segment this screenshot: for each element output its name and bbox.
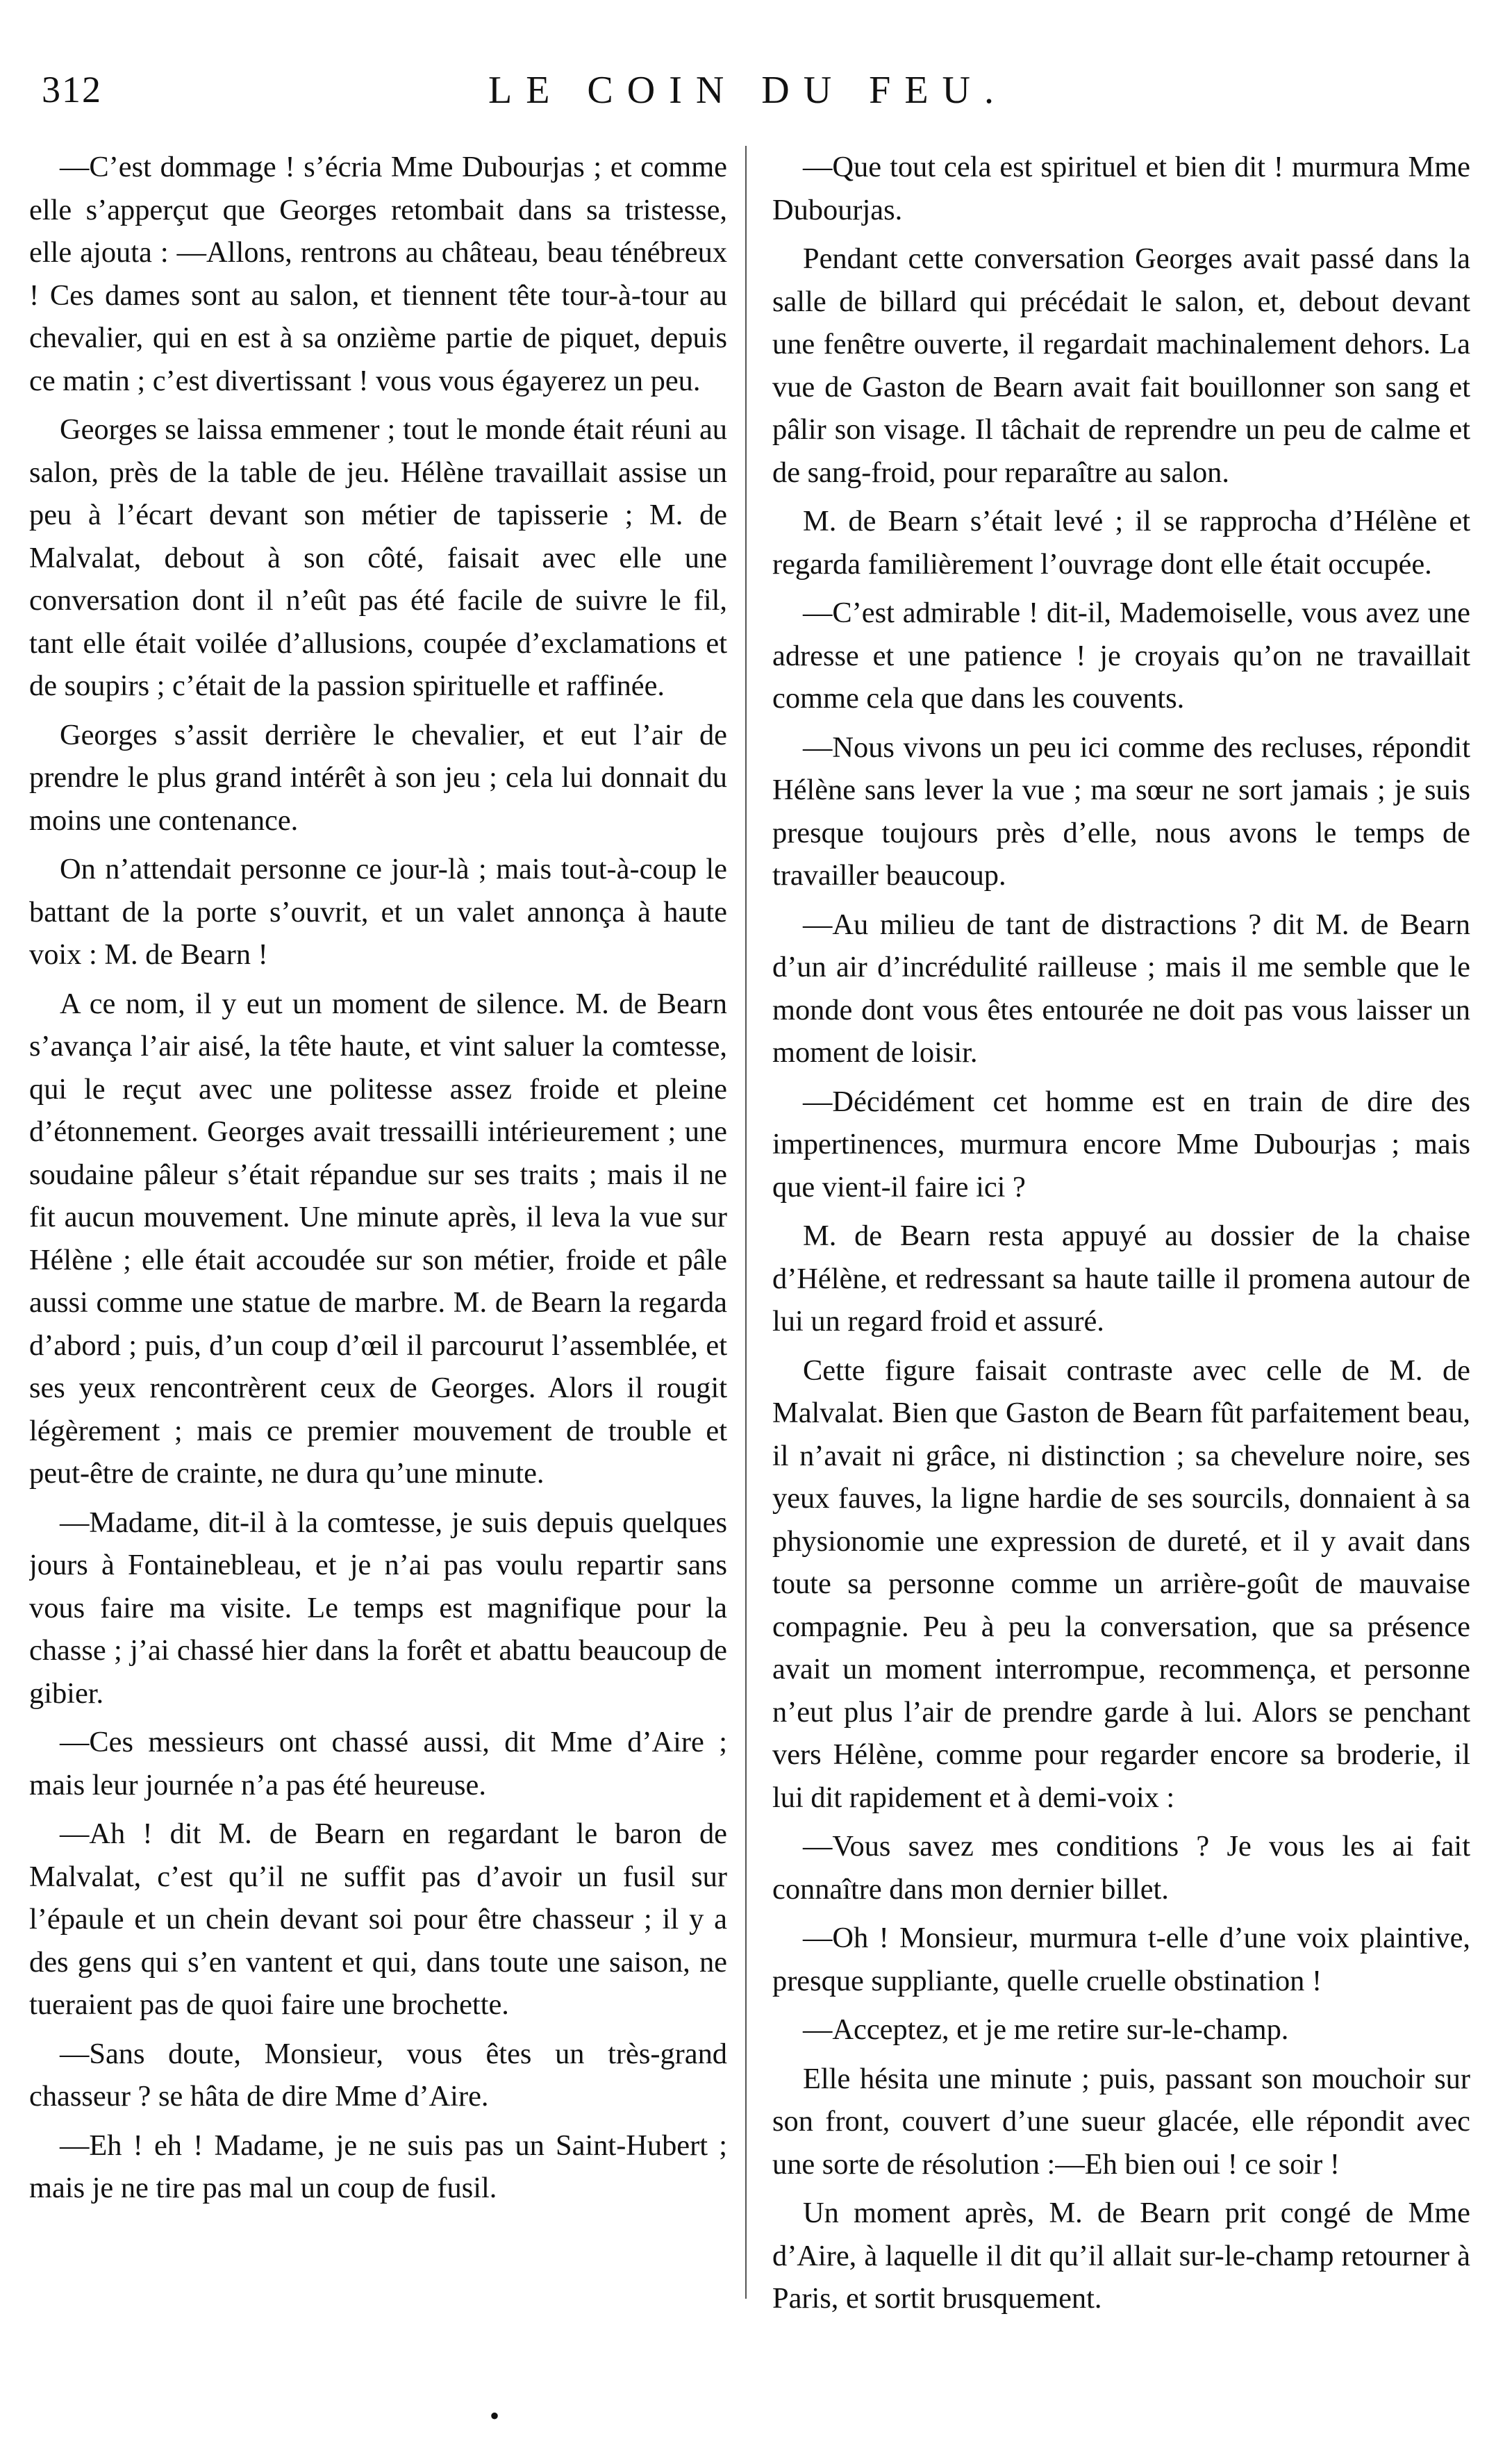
paragraph: —Au milieu de tant de distractions ? dit M. de Bearn d’un air d’incrédulité railleuse ; mais il me semble que le monde dont vous êtes entourée ne doit pas vous laisser un moment de loisir.	[772, 908, 1470, 1069]
column-divider	[745, 146, 747, 2299]
paragraph: Elle hésita une minute ; puis, passant son mouchoir sur son front, couvert d’une sueur glacée, elle répondit avec une sorte de résolution :—Eh bien oui ! ce soir !	[772, 2062, 1470, 2181]
paragraph: —Acceptez, et je me retire sur-le-champ.	[803, 2013, 1289, 2046]
paragraph: —C’est admirable ! dit-il, Mademoiselle, vous avez une adresse et une patience ! je croyais qu’on ne travaillait comme cela que dans les couvents.	[772, 597, 1470, 715]
footer-mark: •	[490, 2400, 500, 2431]
page-number: 312	[42, 69, 102, 110]
paragraph: —Madame, dit-il à la comtesse, je suis depuis quelques jours à Fontainebleau, et je n’ai pas voulu repartir sans vous faire ma visite. Le temps est magnifique pour la chasse ; j’ai chassé hier dans la forêt et abattu beaucoup de gibier.	[29, 1506, 727, 1710]
paragraph: Georges s’assit derrière le chevalier, et eut l’air de prendre le plus grand intérêt à son jeu ; cela lui donnait du moins une contenance.	[29, 718, 727, 837]
paragraph: Cette figure faisait contraste avec celle de M. de Malvalat. Bien que Gaston de Bearn fût parfaitement beau, il n’avait ni grâce, ni distinction ; sa chevelure noire, ses yeux fauves, la ligne hardie de ses sourcils, donnaient à sa physionomie une expression de dureté, et il y avait dans toute sa personne comme un arrière-goût de mauvaise compagnie. Peu à peu la conversation, que sa présence avait un moment interrompue, recommença, et personne n’eut plus l’air de prendre garde à lui. Alors se penchant vers Hélène, comme pour regarder encore sa broderie, il lui dit rapidement et à demi-voix :	[772, 1354, 1470, 1814]
paragraph: —Ah ! dit M. de Bearn en regardant le baron de Malvalat, c’est qu’il ne suffit pas d’avoir un fusil sur l’épaule et un chein devant soi pour être chasseur ; il y a des gens qui s’en vantent et qui, dans toute une saison, ne tueraient pas de quoi faire une brochette.	[29, 1817, 727, 2021]
paragraph: —Oh ! Monsieur, murmura t-elle d’une voix plaintive, presque suppliante, quelle cruelle obstination !	[772, 1922, 1470, 1997]
paragraph: M. de Bearn resta appuyé au dossier de la chaise d’Hélène, et redressant sa haute taille il promena autour de lui un regard froid et assuré.	[772, 1219, 1470, 1338]
paragraph: —C’est dommage ! s’écria Mme Dubourjas ; et comme elle s’apperçut que Georges retombait dans sa tristesse, elle ajouta : —Allons, rentrons au château, beau ténébreux ! Ces dames sont au salon, et tiennent tête tour-à-tour au chevalier, qui en est à sa onzième partie de piquet, depuis ce matin ; c’est divertissant ! vous vous égayerez un peu.	[29, 151, 727, 397]
paragraph: —Nous vivons un peu ici comme des recluses, répondit Hélène sans lever la vue ; ma sœur ne sort jamais ; je suis presque toujours près d’elle, nous avons le temps de travailler beaucoup.	[772, 731, 1470, 892]
paragraph: Georges se laissa emmener ; tout le monde était réuni au salon, près de la table de jeu. Hélène travaillait assise un peu à l’écart devant son métier de tapisserie ; M. de Malvalat, debout à son côté, faisait avec elle une conversation dont il n’eût pas été facile de suivre le fil, tant elle était voilée d’allusions, coupée d’exclamations et de soupirs ; c’était de la passion spirituelle et raffinée.	[29, 413, 727, 702]
paragraph: Pendant cette conversation Georges avait passé dans la salle de billard qui précédait le salon, et, debout devant une fenêtre ouverte, il regardait machinalement dehors. La vue de Gaston de Bearn avait fait bouillonner son sang et pâlir son visage. Il tâchait de reprendre un peu de calme et de sang-froid, pour reparaître au salon.	[772, 242, 1470, 489]
paragraph: —Que tout cela est spirituel et bien dit ! murmura Mme Dubourjas.	[772, 151, 1470, 226]
paragraph: —Sans doute, Monsieur, vous êtes un très-grand chasseur ? se hâta de dire Mme d’Aire.	[29, 2037, 727, 2113]
paragraph: Un moment après, M. de Bearn prit congé de Mme d’Aire, à laquelle il dit qu’il allait sur-le-champ retourner à Paris, et sortit brusquement.	[772, 2197, 1470, 2315]
paragraph: A ce nom, il y eut un moment de silence. M. de Bearn s’avança l’air aisé, la tête haute, et vint saluer la comtesse, qui le reçut avec une politesse assez froide et pleine d’étonnement. Georges avait tressailli intérieurement ; une soudaine pâleur s’était répandue sur ses traits ; mais il ne fit aucun mouvement. Une minute après, il leva la vue sur Hélène ; elle était accoudée sur son métier, froide et pâle aussi comme une statue de marbre. M. de Bearn la regarda d’abord ; puis, d’un coup d’œil il parcourut l’assemblée, et ses yeux rencontrèrent ceux de Georges. Alors il rougit légèrement ; mais ce premier mouvement de trouble et peut-être de crainte, ne dura qu’une minute.	[29, 987, 727, 1490]
paragraph: —Vous savez mes conditions ? Je vous les ai fait connaître dans mon dernier billet.	[772, 1830, 1470, 1906]
paragraph: —Eh ! eh ! Madame, je ne suis pas un Saint-Hubert ; mais je ne tire pas mal un coup de fusil.	[29, 2129, 727, 2204]
paragraph: —Décidément cet homme est en train de dire des impertinences, murmura encore Mme Dubourjas ; mais que vient-il faire ici ?	[772, 1085, 1470, 1204]
running-title: LE COIN DU FEU.	[488, 69, 1008, 112]
paragraph: M. de Bearn s’était levé ; il se rapprocha d’Hélène et regarda familièrement l’ouvrage dont elle était occupée.	[772, 505, 1470, 581]
paragraph: On n’attendait personne ce jour-là ; mais tout-à-coup le battant de la porte s’ouvrit, et un valet annonça à haute voix : M. de Bearn !	[29, 853, 727, 971]
paragraph: —Ces messieurs ont chassé aussi, dit Mme d’Aire ; mais leur journée n’a pas été heureuse.	[29, 1726, 727, 1801]
right-column	[772, 146, 1470, 2326]
left-column	[29, 146, 727, 2326]
